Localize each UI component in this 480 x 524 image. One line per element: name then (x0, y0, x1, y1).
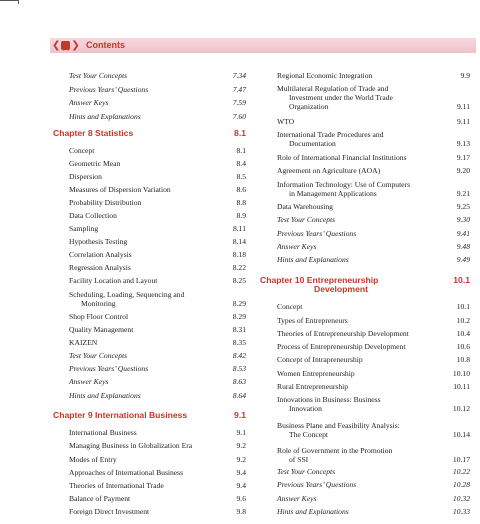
toc-entry-page: 8.5 (236, 172, 246, 181)
toc-entry-page: 10.1 (456, 302, 470, 311)
toc-entry-title (69, 290, 184, 308)
toc-entry-title (69, 198, 141, 207)
toc-entry-title (69, 276, 157, 285)
toc-entry-page: 9.1 (236, 428, 246, 437)
toc-entry-page: 9.4 (236, 468, 246, 477)
toc-entry-title (69, 441, 192, 450)
toc-entry-title (277, 480, 356, 489)
toc-entry-page: 9.6 (236, 494, 246, 503)
toc-entry-title (69, 377, 108, 386)
toc-entry-title-line: Facility Location and Layout (69, 276, 158, 285)
toc-entry-page: 8.4 (236, 159, 246, 168)
toc-entry-title-line: Dispersion (69, 172, 102, 181)
toc-entry-title-line: KAIZEN (69, 338, 98, 347)
toc-entry-title-line: Concept (69, 146, 95, 155)
toc-entry-title-line: Process of Entrepreneurship Development (277, 342, 406, 351)
toc-entry-title-line: WTO (277, 117, 295, 126)
toc-entry-title (260, 276, 378, 294)
toc-entry-title (69, 98, 108, 107)
toc-entry-title-line: Women Entrepreneurship (277, 369, 355, 378)
toc-entry-title (69, 494, 130, 503)
toc-entry-page: 10.4 (456, 329, 470, 338)
toc-entry-title-line: Innovations in Business: Business (277, 395, 381, 404)
toc-entry-title-line: Multilateral Regulation of Trade and (277, 84, 389, 93)
toc-entry-title-line: Answer Keys (69, 377, 109, 386)
toc-entry-page: 9.20 (456, 166, 470, 175)
toc-entry-title-line: Previous Years’ Questions (69, 364, 149, 373)
toc-entry-title-line: Test Your Concepts (277, 215, 336, 224)
toc-entry-title (69, 507, 149, 516)
toc-entry-page: 10.33 (452, 507, 470, 516)
toc-entry-page: 9.13 (456, 139, 470, 148)
toc-entry-title (69, 455, 117, 464)
toc-entry-title (53, 411, 187, 420)
toc-entry-title-line: The Concept (289, 430, 329, 439)
contents-header (50, 38, 476, 53)
toc-entry-title (69, 391, 141, 400)
toc-entry-title-line: Answer Keys (277, 494, 317, 503)
toc-entry-title (277, 329, 409, 338)
toc-entry-page: 9.1 (234, 410, 246, 420)
toc-entry-title-line: Concept (277, 302, 303, 311)
close-icon[interactable]: × (61, 43, 71, 54)
toc-entry-title-line: Regional Economic Integration (277, 71, 373, 80)
toc-entry-title-line: Correlation Analysis (69, 250, 132, 259)
toc-entry-title-line: Concept of Intrapreneurship (277, 355, 363, 364)
toc-entry-page: 8.9 (236, 211, 246, 220)
toc-entry-page: 10.6 (456, 342, 470, 351)
toc-entry-title (277, 180, 410, 198)
toc-entry-page: 8.35 (232, 338, 246, 347)
toc-entry-page: 8.63 (232, 377, 246, 386)
toc-entry-page: 8.8 (236, 198, 246, 207)
toc-entry-title (69, 312, 128, 321)
chevron-left-icon[interactable]: ❮ (52, 40, 61, 51)
toc-entry-title-line: Documentation (289, 139, 336, 148)
toc-entry-title-line: Test Your Concepts (69, 351, 128, 360)
toc-entry-title (277, 467, 335, 476)
toc-entry-title (69, 159, 120, 168)
toc-entry-page: 8.29 (232, 312, 246, 321)
toc-entry-title (277, 229, 356, 238)
toc-entry-title-line: Modes of Entry (69, 455, 117, 464)
toc-entry-page: 10.11 (453, 382, 470, 391)
toc-entry-title (277, 355, 363, 364)
toc-entry-title (69, 172, 102, 181)
toc-entry-title-line: Theories of Entrepreneurship Development (277, 329, 409, 338)
toc-entry-page: 9.17 (456, 153, 470, 162)
toc-entry-page: 9.2 (236, 441, 246, 450)
toc-entry-title-line: Organization (289, 102, 329, 111)
toc-entry-page: 8.14 (232, 237, 246, 246)
toc-entry-title (277, 302, 302, 311)
toc-entry-title-line: Shop Floor Control (69, 312, 129, 321)
toc-entry-title (277, 421, 400, 439)
toc-entry-title-line: Chapter 8 Statistics (53, 128, 134, 138)
toc-entry-title (277, 242, 316, 251)
toc-entry-title-line: Rural Entrepreneurship (277, 382, 349, 391)
toc-entry-title-line: Approaches of International Business (69, 468, 184, 477)
toc-entry-title-line: Answer Keys (277, 242, 317, 251)
toc-entry-page: 9.25 (456, 202, 470, 211)
toc-entry-title-line: Data Collection (69, 211, 117, 220)
toc-entry-title (69, 428, 137, 437)
toc-entry-title-line: Types of Entrepreneurs (277, 316, 348, 325)
toc-entry-page: 10.12 (452, 404, 470, 413)
toc-entry-title-line: Information Technology: Use of Computers (277, 180, 411, 189)
toc-entry-title (69, 185, 171, 194)
toc-entry-title-line: Quality Management (69, 325, 134, 334)
toc-entry-title-line: Chapter 9 International Business (53, 410, 188, 420)
toc-entry-page: 8.29 (232, 299, 246, 308)
toc-entry-title (69, 481, 164, 490)
toc-entry-title-line: Theories of International Trade (69, 481, 164, 490)
toc-entry-title-line: Test Your Concepts (277, 467, 336, 476)
toc-entry-page: 9.11 (456, 102, 470, 111)
toc-entry-title (69, 224, 98, 233)
toc-entry-page: 7.59 (232, 98, 246, 107)
toc-entry-title-line: Answer Keys (69, 98, 109, 107)
toc-entry-title (277, 494, 316, 503)
toc-entry-title-line: Sampling (69, 224, 99, 233)
toc-entry-title-line: Investment under the World Trade (289, 93, 393, 102)
nav-chevron-icon[interactable] (52, 38, 80, 53)
toc-entry-title-line: Chapter 10 Entrepreneurship (260, 275, 379, 285)
toc-entry-page: 9.30 (456, 215, 470, 224)
toc-entry-title (277, 316, 348, 325)
toc-entry-title (277, 202, 333, 211)
toc-entry-title (277, 71, 372, 80)
toc-entry-title-line: Previous Years’ Questions (69, 85, 149, 94)
corner-tick (18, 0, 19, 4)
toc-entry-page: 7.34 (232, 71, 246, 80)
toc-entry-title-line: of SSI (289, 455, 309, 464)
toc-entry-title (277, 382, 348, 391)
toc-entry-page: 9.21 (456, 189, 470, 198)
toc-entry-page: 10.10 (452, 369, 470, 378)
toc-entry-title-line: Agreement on Agriculture (AOA) (277, 166, 381, 175)
toc-entry-page: 8.22 (232, 263, 246, 272)
toc-entry-title (69, 71, 127, 80)
toc-entry-title-line: in Management Applications (289, 189, 377, 198)
toc-entry-title (277, 166, 380, 175)
toc-entry-title (277, 395, 381, 413)
toc-entry-title-line: Geometric Mean (69, 159, 121, 168)
toc-entry-page: 9.11 (456, 117, 470, 126)
toc-entry-page: 8.1 (234, 128, 246, 138)
toc-entry-title-line: Innovation (289, 404, 322, 413)
toc-entry-title (277, 215, 335, 224)
toc-entry-title-line: Balance of Payment (69, 494, 131, 503)
toc-entry-page: 8.6 (236, 185, 246, 194)
toc-entry-page: 7.60 (232, 112, 246, 121)
toc-entry-page: 10.28 (452, 480, 470, 489)
toc-entry-page: 8.64 (232, 391, 246, 400)
toc-entry-title (69, 338, 97, 347)
toc-entry-title (69, 364, 148, 373)
toc-entry-title (69, 85, 148, 94)
toc-entry-page: 8.53 (232, 364, 246, 373)
toc-entry-title-line: Managing Business in Globalization Era (69, 441, 193, 450)
toc-entry-title (69, 263, 131, 272)
toc-entry-title (69, 211, 117, 220)
toc-entry-title (69, 351, 127, 360)
toc-entry-page: 8.31 (232, 325, 246, 334)
toc-entry-title-line: Hints and Explanations (277, 507, 349, 516)
toc-entry-page: 9.2 (236, 455, 246, 464)
toc-entry-title-line: Foreign Direct Investment (69, 507, 150, 516)
toc-entry-page: 8.25 (232, 276, 246, 285)
toc-entry-page: 10.1 (453, 275, 470, 285)
toc-entry-title-line: International Trade Procedures and (277, 130, 384, 139)
toc-entry-page: 9.48 (456, 242, 470, 251)
toc-entry-page: 9.41 (456, 229, 470, 238)
toc-entry-title-line: Test Your Concepts (69, 71, 128, 80)
toc-entry-title (277, 446, 392, 464)
toc-entry-title (69, 112, 141, 121)
toc-entry-title (277, 369, 355, 378)
toc-entry-title (277, 153, 407, 162)
toc-entry-title-line: Scheduling, Loading, Sequencing and (69, 290, 185, 299)
toc-entry-page: 9.8 (236, 507, 246, 516)
toc-entry-title-line: Hypothesis Testing (69, 237, 128, 246)
toc-entry-page: 10.22 (452, 467, 470, 476)
toc-entry-page: 8.11 (232, 224, 246, 233)
toc-entry-title-line: Hints and Explanations (69, 112, 141, 121)
toc-entry-page: 8.1 (236, 146, 246, 155)
toc-entry-title (69, 146, 94, 155)
toc-entry-title-line: Data Warehousing (277, 202, 333, 211)
toc-entry-title-line: Role of Government in the Promotion (277, 446, 393, 455)
toc-entry-title-line: Monitoring (81, 299, 116, 308)
toc-entry-title-line: Previous Years’ Questions (277, 229, 357, 238)
toc-entry-page: 8.42 (232, 351, 246, 360)
toc-entry-title-line: Hints and Explanations (277, 255, 349, 264)
toc-entry-page: 9.4 (236, 481, 246, 490)
toc-entry-title (69, 250, 132, 259)
chevron-right-icon[interactable]: ❯ (71, 40, 80, 51)
toc-entry-title (69, 237, 127, 246)
toc-entry-title-line: International Business (69, 428, 137, 437)
toc-entry-title (277, 84, 393, 111)
corner-mark (0, 0, 18, 1)
toc-entry-title-line: Development (314, 284, 368, 294)
toc-entry-title (277, 117, 294, 126)
toc-entry-page: 10.32 (452, 494, 470, 503)
toc-entry-title-line: Probability Distribution (69, 198, 142, 207)
toc-entry-title (69, 468, 183, 477)
toc-entry-title-line: Previous Years’ Questions (277, 480, 357, 489)
toc-entry-page: 7.47 (232, 85, 246, 94)
toc-entry-title (277, 255, 349, 264)
toc-entry-title (277, 130, 384, 148)
toc-entry-title-line: Hints and Explanations (69, 391, 141, 400)
toc-entry-page: 9.9 (460, 71, 470, 80)
toc-entry-title-line: Measures of Dispersion Variation (69, 185, 171, 194)
toc-entry-page: 9.49 (456, 255, 470, 264)
toc-entry-page: 10.17 (452, 455, 470, 464)
toc-entry-title (69, 325, 133, 334)
toc-entry-title (53, 129, 133, 138)
toc-entry-page: 10.2 (456, 316, 470, 325)
toc-entry-title (277, 507, 349, 516)
toc-entry-title-line: Regression Analysis (69, 263, 131, 272)
toc-entry-title (277, 342, 405, 351)
toc-entry-title-line: Business Plane and Feasibility Analysis: (277, 421, 400, 430)
toc-entry-page: 10.8 (456, 355, 470, 364)
toc-entry-page: 10.14 (452, 430, 470, 439)
toc-entry-title-line: Role of International Financial Institutions (277, 153, 407, 162)
toc-entry-page: 8.18 (232, 250, 246, 259)
header-title: Contents (86, 40, 125, 50)
